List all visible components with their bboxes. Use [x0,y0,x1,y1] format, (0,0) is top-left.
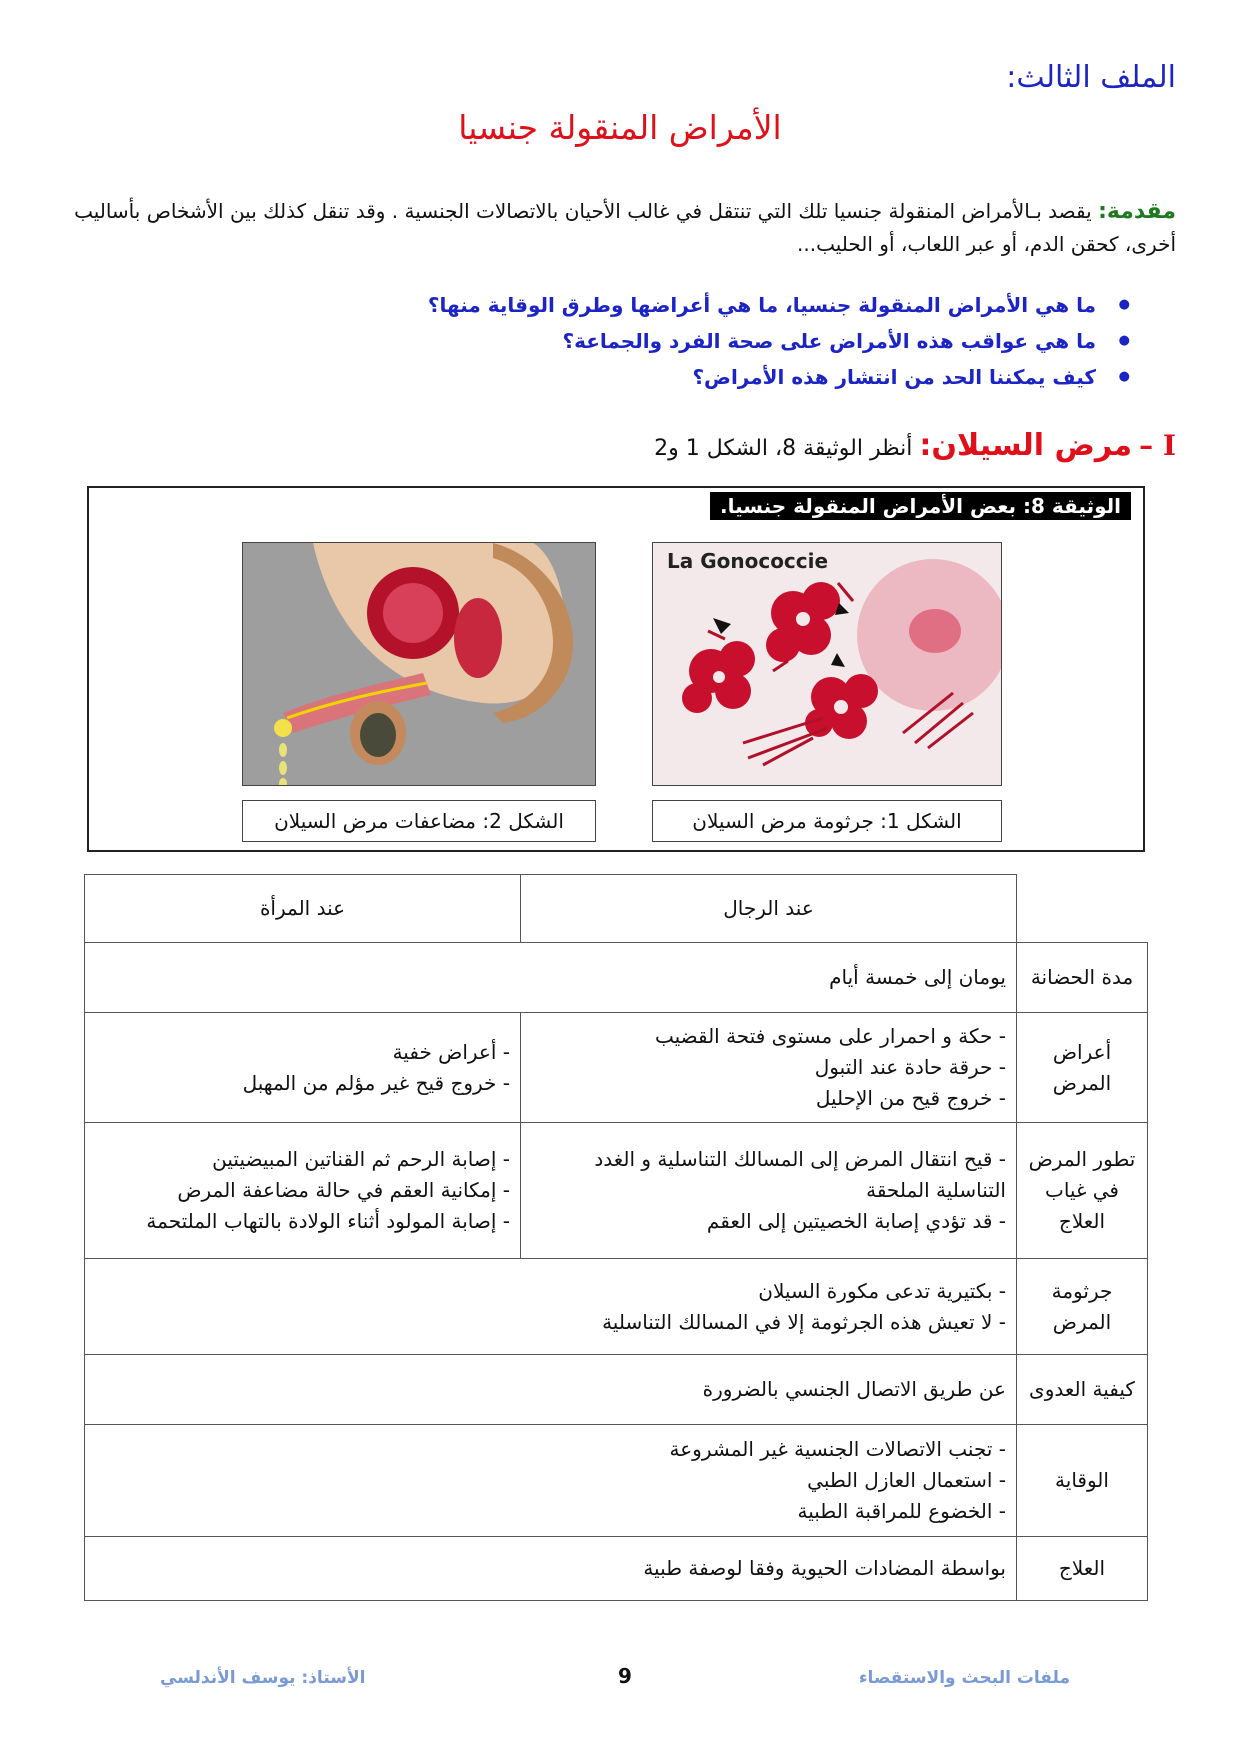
evolution-women [85,1123,521,1259]
figure2-caption: الشكل 2: مضاعفات مرض السيلان [242,800,596,842]
figure1-title: La Gonococcie [667,549,829,573]
germ-value [85,1259,1017,1355]
list-item: - لا تعيش هذه الجرثومة إلا في المسالك التناسلية [602,1309,1006,1334]
table-row [85,1013,1148,1123]
evolution-men [521,1123,1017,1259]
table-row [85,1537,1148,1601]
main-title: الأمراض المنقولة جنسيا [458,108,782,147]
table-row [85,1123,1148,1259]
row-label-treatment: العلاج [1017,1537,1148,1601]
header-women: عند المرأة [85,875,521,943]
list-item: - قد تؤدي إصابة الخصيتين إلى العقم [706,1209,1006,1233]
figure1-caption: الشكل 1: جرثومة مرض السيلان [652,800,1002,842]
row-label-incubation: مدة الحضانة [1017,943,1148,1013]
document-label: الوثيقة 8: بعض الأمراض المنقولة جنسيا. [710,492,1131,520]
gonorrhea-table [84,874,1148,1601]
symptoms-men [521,1013,1017,1123]
list-item: - الخضوع للمراقبة الطبية [797,1499,1006,1523]
row-label-prevention: الوقاية [1017,1425,1148,1537]
document-box [87,486,1145,852]
table-row [85,943,1148,1013]
list-item: - حكة و احمرار على مستوى فتحة القضيب [654,1024,1006,1048]
intro-paragraph [66,195,1176,261]
table-row [85,1355,1148,1425]
section-reference: أنظر الوثيقة 8، الشكل 1 و2 [654,436,913,461]
symptoms-women [85,1013,521,1123]
section-title: مرض السيلان: [919,428,1133,463]
row-label-evolution: تطور المرض في غياب العلاج [1017,1123,1148,1259]
footer-author: الأستاذ: يوسف الأندلسي [160,1668,366,1688]
gonococcus-micrograph-illustration [653,543,1002,786]
row-label-transmission: كيفية العدوى [1017,1355,1148,1425]
page-number: 9 [618,1664,632,1688]
male-anatomy-illustration [243,543,596,786]
table-row [85,1425,1148,1537]
file-title: الملف الثالث: [1006,60,1176,95]
list-item: - إصابة الرحم ثم القناتين المبيضيتين [212,1147,510,1171]
list-item: - إصابة المولود أثناء الولادة بالتهاب الملتحمة [146,1209,510,1233]
header-men: عند الرجال [521,875,1017,943]
list-item: - إمكانية العقم في حالة مضاعفة المرض [177,1178,510,1202]
list-item: - قيح انتقال المرض إلى المسالك التناسلية و الغدد التناسلية الملحقة [594,1147,1006,1202]
incubation-value: يومان إلى خمسة أيام [85,943,1017,1013]
question-item: ● كيف يمكننا الحد من انتشار هذه الأمراض؟ [230,359,1130,395]
question-item: ● ما هي عواقب هذه الأمراض على صحة الفرد والجماعة؟ [230,323,1130,359]
table-row [85,1259,1148,1355]
list-item: - خروج قيح غير مؤلم من المهبل [242,1070,510,1095]
list-item: - بكتيرية تدعى مكورة السيلان [758,1278,1006,1303]
section-number: I – [1139,429,1176,462]
question-item: ● ما هي الأمراض المنقولة جنسيا، ما هي أعراضها وطرق الوقاية منها؟ [230,287,1130,323]
table-header-row [85,875,1148,943]
list-item: - حرقة حادة عند التبول [814,1055,1006,1079]
transmission-value: عن طريق الاتصال الجنسي بالضرورة [85,1355,1017,1425]
table-corner-cell [1017,875,1148,943]
list-item: - خروج قيح من الإحليل [815,1086,1006,1110]
intro-lead: مقدمة: [1098,199,1176,224]
row-label-symptoms: أعراض المرض [1017,1013,1148,1123]
list-item: - استعمال العازل الطبي [807,1468,1006,1492]
figure-complications-image [242,542,596,786]
prevention-value [85,1425,1017,1537]
list-item: - أعراض خفية [392,1039,510,1064]
list-item: - تجنب الاتصالات الجنسية غير المشروعة [669,1437,1006,1461]
figure-gonococcus-image [652,542,1002,786]
row-label-germ: جرثومة المرض [1017,1259,1148,1355]
section-heading [654,428,1176,463]
treatment-value: بواسطة المضادات الحيوية وفقا لوصفة طبية [85,1537,1017,1601]
footer-series: ملفات البحث والاستقصاء [858,1668,1070,1688]
intro-text: يقصد بـالأمراض المنقولة جنسيا تلك التي تنتقل في غالب الأحيان بالاتصالات الجنسية . وقد تنقل كذلك بين الأشخاص بأساليب أخرى، كحقن الدم، أو عبر اللعاب، أو الحليب... [74,199,1176,256]
question-list [230,287,1130,395]
